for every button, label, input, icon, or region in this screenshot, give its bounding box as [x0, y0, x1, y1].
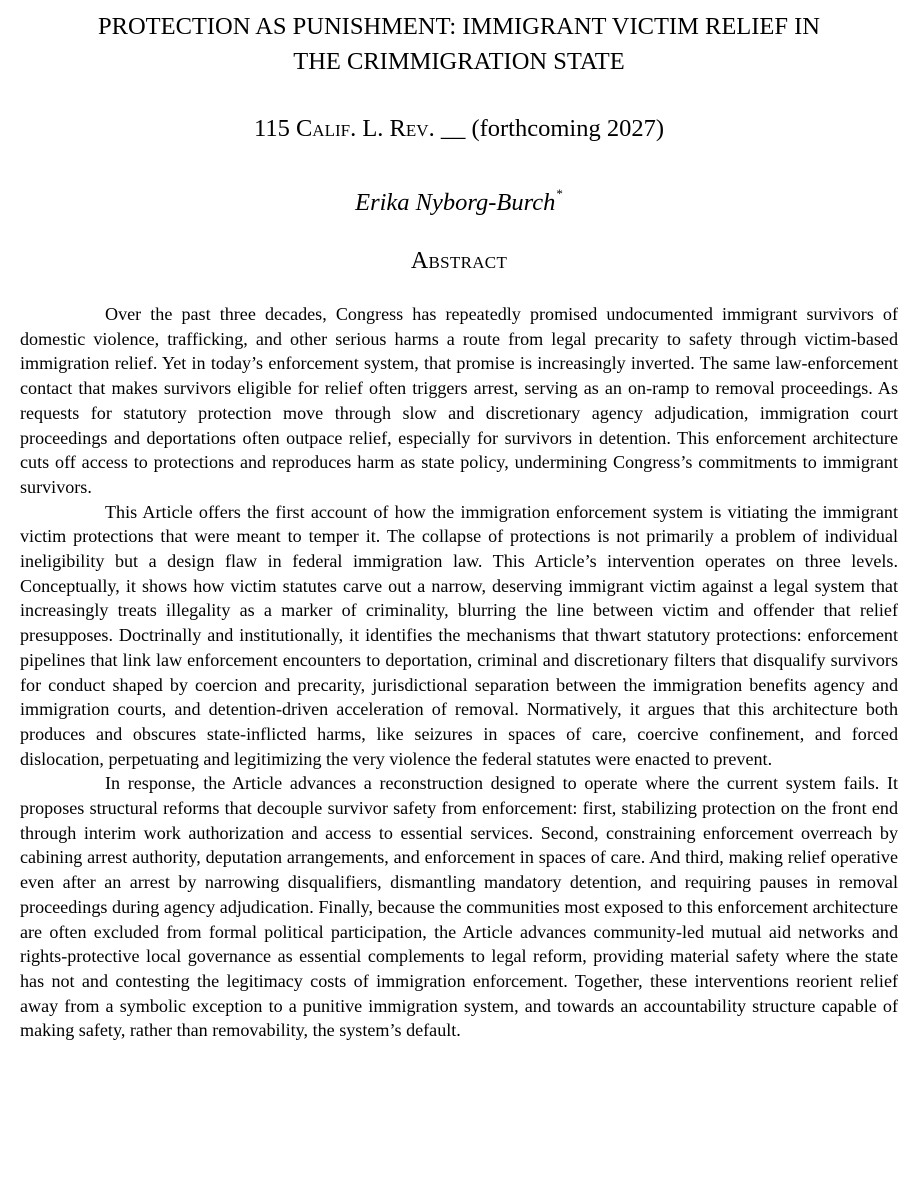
article-title-line-1: PROTECTION AS PUNISHMENT: IMMIGRANT VICTIM RELIEF IN [97, 13, 820, 40]
abstract-paragraph-2: This Article offers the first account of how the immigration enforcement system is vitiating the immigrant victim protections that were meant to temper it. The collapse of protections is not primarily a problem of individual ineligibility but a design flaw in federal immigration law. This Article’s intervention operates on three levels. Conceptually, it shows how victim statutes carve out a narrow, deserving immigrant victim against a legal system that increasingly treats illegality as a marker of criminality, blurring the line between victim and offender that relief presupposes. Doctrinally and institutionally, it identifies the mechanisms that thwart statutory protections: enforcement pipelines that link law enforcement encounters to deportation, criminal and discretionary filters that disqualify survivors for conduct shaped by coercion and precarity, jurisdictional separation between the immigration benefits agency and immigration courts, and detention-driven acceleration of removal. Normatively, it argues that this architecture both produces and obscures state-inflicted harms, like seizures in spaces of care, coercive confinement, and forced dislocation, perpetuating and legitimizing the very violence the federal statutes were enacted to prevent. [20, 501, 898, 769]
citation-journal-l: L. [362, 115, 384, 142]
abstract-paragraph-3: In response, the Article advances a reconstruction designed to operate where the current system fails. It proposes structural reforms that decouple survivor safety from enforcement: first, stabilizing protection on the front end through interim work authorization and access to essential services. Second, constraining enforcement overreach by cabining arrest authority, deputation arrangements, and enforcement in spaces of care. And third, making relief operative even after an arrest by narrowing disqualifiers, dismantling mandatory detention, and requiring pauses in removal proceedings during agency adjudication. Finally, because the communities most exposed to this enforcement architecture are often excluded from formal political participation, the Article advances community-led mutual aid networks and rights-protective local governance as essential complements to legal reform, providing material safety where the state has not and contesting the legitimacy costs of immigration enforcement. Together, these interventions reorient relief away from a symbolic exception to a punitive immigration system, and towards an accountability structure capable of making safety, rather than removability, the system’s default. [20, 773, 898, 1041]
abstract-body [20, 302, 898, 1043]
author-name: Erika Nyborg-Burch [355, 189, 556, 216]
citation-journal-rev: Rev [389, 115, 429, 142]
article-title-line-2: THE CRIMMIGRATION STATE [293, 48, 625, 75]
citation-journal-calif: Calif [295, 115, 351, 142]
citation-volume: 115 [253, 115, 290, 142]
journal-citation: 115 Calif. L. Rev. __ (forthcoming 2027) [253, 115, 664, 142]
author-footnote-mark: * [556, 186, 563, 201]
author-line [0, 176, 918, 221]
abstract-paragraph-1: Over the past three decades, Congress has repeatedly promised undocumented immigrant survivors of domestic violence, trafficking, and other serious harms a route from legal precarity to safety through victim-based immigration relief. Yet in today’s enforcement system, that promise is increasingly inverted. The same law-enforcement contact that makes survivors eligible for relief often triggers arrest, serving as an on-ramp to removal proceedings. As requests for statutory protection move through slow and discretionary agency adjudication, immigration court proceedings and deportations often outpace relief, especially for survivors in detention. This enforcement architecture cuts off access to protections and reproduces harm as state policy, undermining Congress’s commitments to immigrant survivors. [20, 304, 898, 497]
citation-forthcoming: __ (forthcoming 2027) [440, 115, 664, 142]
article-title [20, 9, 898, 79]
abstract-heading: Abstract [410, 248, 508, 274]
